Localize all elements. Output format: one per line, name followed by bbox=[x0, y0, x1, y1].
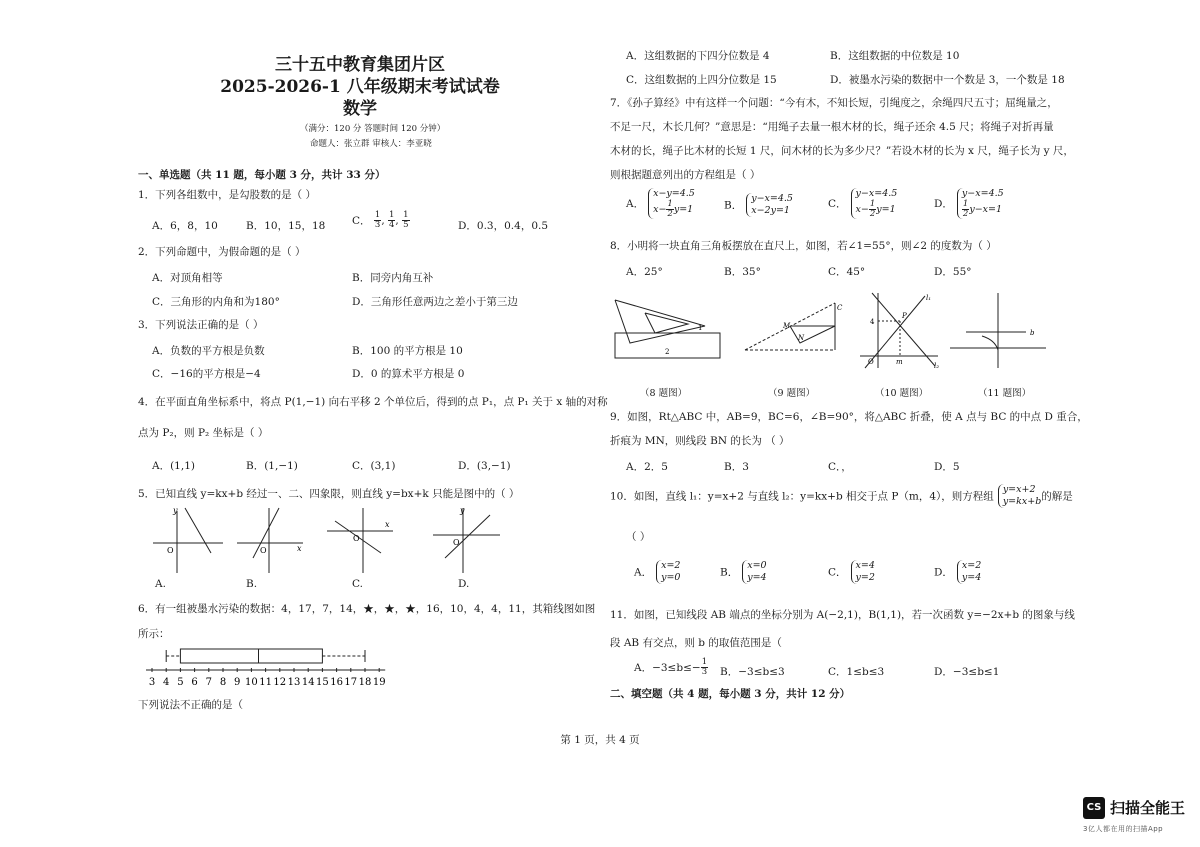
q3-option-a: A．负数的平方根是负数 bbox=[152, 345, 265, 357]
school-title: 三十五中教育集团片区 bbox=[275, 55, 445, 75]
q6-option-c: C．这组数据的上四分位数是 15 bbox=[626, 74, 777, 86]
q9-option-a: A．2．5 bbox=[626, 461, 668, 473]
boxplot-tick-label: 17 bbox=[344, 677, 358, 688]
q10-a-label: A． bbox=[634, 566, 653, 579]
page-footer: 第 1 页，共 4 页 bbox=[560, 734, 640, 746]
boxplot-tick-label: 8 bbox=[219, 677, 227, 688]
q5-a-y: y bbox=[173, 506, 178, 515]
q10-option-a bbox=[634, 560, 680, 584]
q2-option-a: A．对顶角相等 bbox=[152, 272, 223, 284]
q1-frac-1-den: 3 bbox=[374, 220, 381, 230]
q7-line3: 木材的长，绳子比木材的长短 1 尺，问木材的长为多少尺？”若设木材的长为 x 尺，绳子长为 y 尺， bbox=[610, 145, 1074, 157]
q5-c-x: x bbox=[385, 520, 390, 529]
svg-text:1: 1 bbox=[698, 324, 703, 332]
q10-b-eq2: y=4 bbox=[747, 572, 767, 583]
q8-option-b: B．35° bbox=[724, 266, 761, 278]
q7-line2: 不足一尺，木长几何？”意思是：“用绳子去量一根木材的长，绳子还余 4.5 尺；将绳子对折再量 bbox=[610, 121, 1054, 133]
fig10-caption: （10 题图） bbox=[875, 388, 929, 399]
q7-option-a bbox=[626, 188, 695, 219]
exam-title: 2025-2026-1 八年级期末考试试卷 bbox=[220, 77, 500, 97]
q5-graph-d bbox=[433, 506, 500, 573]
q5-stem: 5．已知直线 y=kx+b 经过一、二、四象限，则直线 y=bx+k 只能是图中的（ ） bbox=[138, 488, 520, 500]
boxplot-tick-label: 6 bbox=[191, 677, 198, 688]
q10-d-system bbox=[957, 560, 981, 584]
subject-title: 数学 bbox=[343, 99, 377, 119]
fig10-m: m bbox=[896, 358, 903, 366]
q2-option-b: B．同旁内角互补 bbox=[352, 272, 434, 284]
q7-b-label: B． bbox=[724, 199, 743, 212]
q5-graph-b bbox=[237, 508, 303, 573]
q7-a-half-den: 2 bbox=[667, 209, 673, 219]
q7-b-eq2: x−2y=1 bbox=[751, 205, 790, 216]
q10-a-eq2: y=0 bbox=[661, 572, 681, 583]
q1-frac-3-den: 5 bbox=[403, 220, 409, 230]
fig9-triangle bbox=[745, 303, 843, 350]
q7-d-half-num: 1 bbox=[962, 199, 969, 209]
boxplot-tick-label: 3 bbox=[148, 677, 156, 688]
q4-stem-line2: 点为 P₂，则 P₂ 坐标是（ ） bbox=[138, 427, 269, 439]
q10-c-system bbox=[851, 560, 875, 584]
q11-line1: 11．如图，已知线段 AB 端点的坐标分别为 A(−2,1)，B(1,1)，若一次函数 y=−2x+b 的图象与线 bbox=[610, 609, 1075, 621]
fig9-n: N bbox=[798, 334, 805, 342]
q10-c-eq1: x=4 bbox=[855, 560, 875, 571]
camscanner-logo: CS bbox=[1083, 797, 1105, 819]
q10-c-eq2: y=2 bbox=[855, 572, 875, 583]
q6-tail: 下列说法不正确的是（ bbox=[138, 699, 243, 711]
q11-line2: 段 AB 有交点，则 b 的取值范围是（ bbox=[610, 637, 782, 649]
q7-option-c bbox=[828, 188, 897, 219]
q5-label-b: B. bbox=[246, 578, 258, 590]
q6-option-a: A．这组数据的下四分位数是 4 bbox=[626, 50, 770, 62]
q11-option-d: D．−3≤b≤1 bbox=[934, 666, 1000, 678]
q7-b-system bbox=[746, 193, 793, 217]
fig10-4: 4 bbox=[870, 318, 875, 326]
q4-option-b: B．(1,−1) bbox=[246, 460, 298, 472]
boxplot-tick-label: 7 bbox=[205, 677, 212, 688]
q6-stem-line2: 所示： bbox=[138, 628, 170, 640]
svg-text:2: 2 bbox=[665, 348, 670, 356]
q4-stem-line1: 4．在平面直角坐标系中，将点 P(1,−1) 向右平移 2 个单位后，得到的点 P₁，点 P₁ 关于 x 轴的对称 bbox=[138, 396, 608, 408]
q2-option-d: D．三角形任意两边之差小于第三边 bbox=[352, 296, 518, 308]
q10-c-label: C． bbox=[828, 566, 847, 579]
q5-b-origin: O bbox=[260, 546, 267, 555]
q1-option-c: C． $\frac{1}{3}$ , $\frac{1}{4}$ , $\frac{1}{5}$ bbox=[352, 210, 409, 230]
q3-stem: 3．下列说法正确的是（ ） bbox=[138, 319, 264, 331]
q7-option-d bbox=[934, 188, 1004, 219]
q10-option-d bbox=[934, 560, 981, 584]
q9-option-b: B．3 bbox=[724, 461, 749, 473]
boxplot-box bbox=[180, 649, 322, 663]
exam-authors: 命题人：张立群 审核人：李亚晓 bbox=[310, 139, 432, 149]
q10-b-label: B． bbox=[720, 566, 739, 579]
q11-a-frac-den: 3 bbox=[701, 667, 708, 677]
q7-c-system bbox=[851, 188, 898, 219]
q7-line1: 7．《孙子算经》中有这样一个问题：“今有木，不知长短，引绳度之，余绳四尺五寸；屈绳量之， bbox=[610, 97, 1058, 109]
q7-c-eq1: y−x=4.5 bbox=[855, 188, 898, 199]
q1-frac-2-num: 1 bbox=[389, 210, 395, 220]
boxplot-tick-label: 13 bbox=[287, 677, 301, 688]
q5-d-y: y bbox=[460, 506, 465, 515]
boxplot-tick-label: 5 bbox=[177, 677, 184, 688]
q1-frac-3 bbox=[402, 211, 409, 230]
q5-graph-a bbox=[153, 506, 223, 573]
q7-c-eq2b: y=1 bbox=[876, 204, 896, 215]
q6-option-d: D．被墨水污染的数据中一个数是 3，一个数是 18 bbox=[830, 74, 1065, 86]
boxplot-tick-label: 15 bbox=[316, 677, 329, 688]
q10-sys-eq1: y=x+2 bbox=[1002, 484, 1036, 495]
q7-a-eq2: x− bbox=[653, 204, 667, 215]
q5-a-origin: O bbox=[167, 546, 174, 555]
q10-sys-eq2: y=kx+b bbox=[1002, 496, 1042, 507]
q2-stem: 2．下列命题中，为假命题的是（ ） bbox=[138, 246, 306, 258]
q11-option-c: C．1≤b≤3 bbox=[828, 666, 885, 678]
q10-b-system bbox=[742, 560, 766, 584]
q5-label-c: C. bbox=[352, 578, 363, 590]
q3-option-c: C．−16的平方根是−4 bbox=[152, 368, 261, 380]
fig10-o: O bbox=[868, 358, 874, 366]
q7-c-half-den: 2 bbox=[869, 209, 876, 219]
q1-option-d: D．0.3，0.4，0.5 bbox=[458, 220, 549, 232]
q6-box-plot bbox=[140, 642, 400, 688]
q7-d-eq2b: y−x=1 bbox=[969, 204, 1003, 215]
q10-a-system bbox=[656, 560, 680, 584]
q8-option-d: D．55° bbox=[934, 266, 972, 278]
fig10-lines bbox=[860, 293, 939, 370]
q10-option-b bbox=[720, 560, 767, 584]
q4-option-c: C．(3,1) bbox=[352, 460, 396, 472]
q10-stem-tail: 的解是 bbox=[1041, 490, 1073, 503]
fig10-l1: l₁ bbox=[926, 294, 932, 302]
q11-option-a bbox=[634, 658, 708, 677]
q5-c-origin: O bbox=[353, 534, 360, 543]
q5-d-origin: O bbox=[453, 538, 460, 547]
q10-paren: （ ） bbox=[626, 531, 651, 543]
q10-b-eq1: x=0 bbox=[747, 560, 767, 571]
q8-option-a: A．25° bbox=[626, 266, 663, 278]
q9-line2: 折痕为 MN，则线段 BN 的长为 （ ） bbox=[610, 435, 790, 447]
fig11-caption: （11 题图） bbox=[978, 388, 1032, 399]
fig9-m: M bbox=[783, 322, 791, 330]
q5-graphs bbox=[145, 503, 525, 578]
q7-a-half-num: 1 bbox=[667, 199, 673, 209]
q7-option-b bbox=[724, 193, 793, 217]
q7-c-label: C． bbox=[828, 198, 847, 210]
q10-a-eq1: x=2 bbox=[661, 560, 681, 571]
boxplot-tick-label: 18 bbox=[358, 677, 372, 688]
q10-option-c bbox=[828, 560, 875, 584]
boxplot-tick-label: 4 bbox=[163, 677, 170, 688]
q2-option-c: C．三角形的内角和为180° bbox=[152, 296, 280, 308]
q9-option-d: D．5 bbox=[934, 461, 960, 473]
q7-a-system bbox=[648, 188, 695, 219]
q7-d-system bbox=[957, 188, 1004, 219]
q1-frac-2-den: 4 bbox=[389, 220, 395, 230]
boxplot-tick-label: 11 bbox=[259, 677, 272, 688]
right-column bbox=[600, 0, 1200, 847]
q4-option-a: A．(1,1) bbox=[152, 460, 195, 472]
fig10-p: P bbox=[902, 312, 907, 320]
q11-option-b: B．−3≤b≤3 bbox=[720, 666, 785, 678]
q7-c-eq2: x− bbox=[855, 204, 869, 215]
q10-system bbox=[998, 484, 1041, 508]
q11-a-frac bbox=[701, 658, 708, 677]
boxplot-tick-label: 12 bbox=[273, 677, 287, 688]
exam-info: （满分：120 分 答题时间 120 分钟） bbox=[300, 124, 446, 134]
q1-option-b: B．10，15，18 bbox=[246, 220, 326, 232]
q5-graph-c bbox=[327, 508, 393, 573]
fig9-c: C bbox=[837, 304, 843, 312]
figures-row bbox=[610, 288, 1050, 378]
boxplot-tick-label: 10 bbox=[245, 677, 258, 688]
q5-b-x: x bbox=[297, 544, 302, 553]
q7-d-label: D． bbox=[934, 198, 953, 210]
fig8-caption: （8 题图） bbox=[640, 388, 688, 399]
q8-option-c: C．45° bbox=[828, 266, 866, 278]
q7-b-eq1: y−x=4.5 bbox=[751, 193, 793, 204]
q10-stem bbox=[610, 484, 1073, 508]
q1-option-a: A．6，8，10 bbox=[152, 220, 218, 232]
boxplot-tick-label: 9 bbox=[234, 677, 241, 688]
camscanner-tagline: 3亿人都在用的扫描App bbox=[1083, 825, 1164, 833]
q7-d-eq1: y−x=4.5 bbox=[961, 188, 1004, 199]
fig10-l2: l₂ bbox=[934, 362, 940, 370]
q1-frac-1-num: 1 bbox=[374, 210, 381, 220]
q10-stem-text: 10．如图，直线 l₁：y=x+2 与直线 l₂：y=kx+b 相交于点 P（m，4），则方程组 bbox=[610, 490, 994, 503]
boxplot-tick-label: 16 bbox=[330, 677, 343, 688]
q3-option-b: B．100 的平方根是 10 bbox=[352, 345, 463, 357]
q7-line4: 则根据题意列出的方程组是（ ） bbox=[610, 169, 761, 181]
q11-a-frac-num: 1 bbox=[701, 657, 708, 667]
boxplot-tick-label: 14 bbox=[301, 677, 315, 688]
q11-a-text: A．−3≤b≤− bbox=[634, 662, 701, 674]
q7-c-half-num: 1 bbox=[869, 199, 876, 209]
fig8-ruler-triangle bbox=[615, 300, 720, 358]
q5-label-d: D. bbox=[458, 578, 470, 590]
q6-option-b: B．这组数据的中位数是 10 bbox=[830, 50, 960, 62]
q7-a-half bbox=[666, 200, 673, 219]
q5-label-a: A. bbox=[155, 578, 166, 590]
q7-d-half-den: 2 bbox=[962, 209, 969, 219]
q1-option-c-label: C． bbox=[352, 215, 371, 227]
section-1-title: 一、单选题（共 11 题，每小题 3 分，共计 33 分） bbox=[138, 169, 386, 181]
boxplot-tick-label: 19 bbox=[372, 677, 386, 688]
q6-stem-line1: 6．有一组被墨水污染的数据：4，17，7，14，★，★，★，16，10，4，4，11，其箱线图如图 bbox=[138, 603, 596, 615]
q7-a-eq2b: y=1 bbox=[673, 204, 694, 215]
q10-d-eq2: y=4 bbox=[961, 572, 982, 583]
q9-option-c: C．， bbox=[828, 461, 852, 473]
q9-line1: 9．如图，Rt△ABC 中，AB=9，BC=6，∠B=90°，将△ABC 折叠，使 A 点与 BC 的中点 D 重合， bbox=[610, 411, 1088, 423]
fig9-caption: （9 题图） bbox=[768, 388, 816, 399]
q1-frac-3-num: 1 bbox=[403, 210, 409, 220]
fig11-axes bbox=[950, 293, 1046, 368]
q8-stem: 8．小明将一块直角三角板摆放在直尺上，如图，若∠1=55°，则∠2 的度数为（ ） bbox=[610, 240, 997, 252]
q3-option-d: D．0 的算术平方根是 0 bbox=[352, 368, 465, 380]
fig11-b: b bbox=[1030, 329, 1035, 337]
camscanner-name: 扫描全能王 bbox=[1110, 799, 1186, 817]
q4-option-d: D．(3,−1) bbox=[458, 460, 511, 472]
q10-d-label: D． bbox=[934, 566, 953, 579]
section-2-title: 二、填空题（共 4 题，每小题 3 分，共计 12 分） bbox=[610, 688, 851, 700]
q7-a-label: A． bbox=[626, 198, 645, 210]
q7-a-eq1: x−y=4.5 bbox=[653, 188, 695, 199]
q1-stem: 1．下列各组数中，是勾股数的是（ ） bbox=[138, 189, 317, 201]
q10-d-eq1: x=2 bbox=[961, 560, 982, 571]
